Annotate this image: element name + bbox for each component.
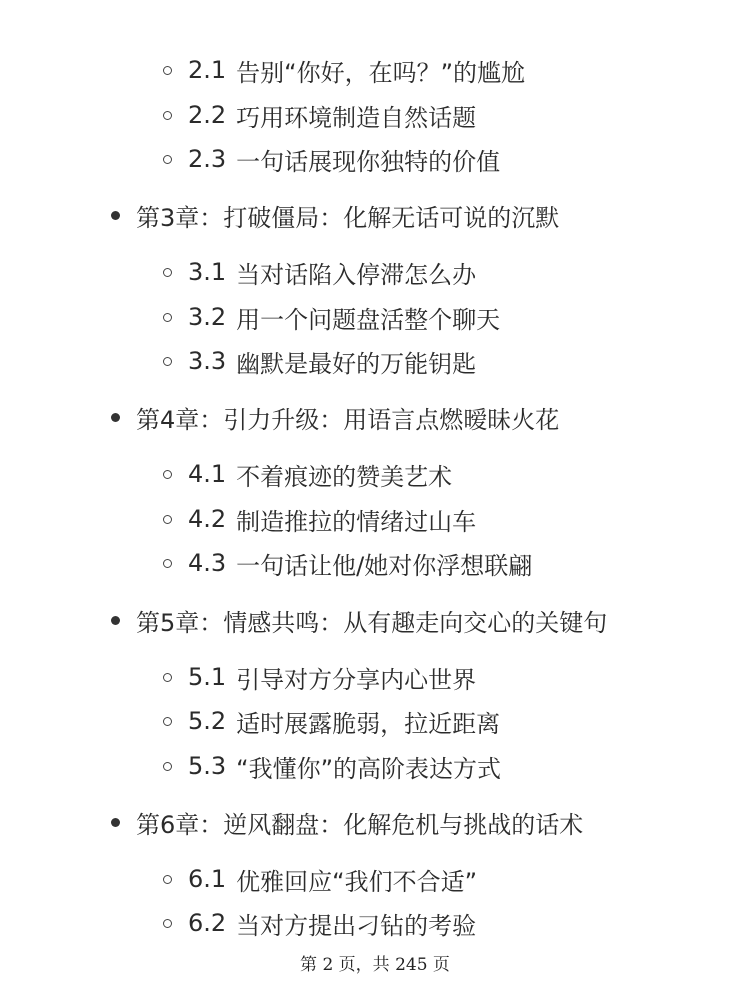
section-number: 2.2 xyxy=(188,101,227,129)
section-number: 3.2 xyxy=(188,303,227,331)
section-title: 制造推拉的情绪过山车 xyxy=(236,507,477,536)
toc-section-item xyxy=(0,341,476,381)
hollow-bullet-icon xyxy=(163,875,172,884)
section-number: 5.1 xyxy=(188,663,227,691)
toc-section-item xyxy=(0,139,500,179)
toc-chapter-item xyxy=(0,600,607,640)
hollow-bullet-icon xyxy=(163,559,172,568)
filled-bullet-icon xyxy=(111,818,120,827)
section-title: 用一个问题盘活整个聊天 xyxy=(236,305,501,334)
toc-section-item xyxy=(0,297,500,337)
hollow-bullet-icon xyxy=(163,515,172,524)
section-number: 4.1 xyxy=(188,460,227,488)
section-number: 2.3 xyxy=(188,145,227,173)
section-number: 6.2 xyxy=(188,909,227,937)
hollow-bullet-icon xyxy=(163,919,172,928)
toc-section-item xyxy=(0,252,476,292)
hollow-bullet-icon xyxy=(163,470,172,479)
section-title: 适时展露脆弱，拉近距离 xyxy=(236,709,501,738)
toc-chapter-item xyxy=(0,802,583,842)
toc-section-item xyxy=(0,859,477,899)
toc-section-item xyxy=(0,543,532,583)
hollow-bullet-icon xyxy=(163,313,172,322)
chapter-title: 第6章：逆风翻盘：化解危机与挑战的话术 xyxy=(136,810,584,839)
section-number: 4.3 xyxy=(188,549,227,577)
toc-section-item xyxy=(0,50,525,90)
filled-bullet-icon xyxy=(111,413,120,422)
section-number: 6.1 xyxy=(188,865,227,893)
section-title: 一句话让他/她对你浮想联翩 xyxy=(236,551,533,580)
hollow-bullet-icon xyxy=(163,66,172,75)
section-number: 3.1 xyxy=(188,258,227,286)
hollow-bullet-icon xyxy=(163,111,172,120)
chapter-title: 第4章：引力升级：用语言点燃暧昧火花 xyxy=(136,405,560,434)
toc-section-item xyxy=(0,903,476,943)
hollow-bullet-icon xyxy=(163,155,172,164)
toc-section-item xyxy=(0,454,452,494)
toc-chapter-item xyxy=(0,397,559,437)
section-title: 引导对方分享内心世界 xyxy=(236,665,477,694)
toc-section-item xyxy=(0,746,501,786)
filled-bullet-icon xyxy=(111,211,120,220)
section-title: “我懂你”的高阶表达方式 xyxy=(236,754,502,783)
section-title: 当对方提出刁钻的考验 xyxy=(236,911,477,940)
section-number: 2.1 xyxy=(188,56,227,84)
hollow-bullet-icon xyxy=(163,673,172,682)
hollow-bullet-icon xyxy=(163,357,172,366)
filled-bullet-icon xyxy=(111,616,120,625)
section-title: 幽默是最好的万能钥匙 xyxy=(236,349,477,378)
section-title: 优雅回应“我们不合适” xyxy=(236,867,478,896)
chapter-title: 第3章：打破僵局：化解无话可说的沉默 xyxy=(136,203,560,232)
toc-section-item xyxy=(0,499,476,539)
hollow-bullet-icon xyxy=(163,717,172,726)
section-number: 5.3 xyxy=(188,752,227,780)
section-title: 一句话展现你独特的价值 xyxy=(236,147,501,176)
toc-section-item xyxy=(0,701,500,741)
page-footer xyxy=(0,950,750,975)
section-title: 不着痕迹的赞美艺术 xyxy=(236,462,453,491)
toc-chapter-item xyxy=(0,195,559,235)
section-number: 3.3 xyxy=(188,347,227,375)
toc-section-item xyxy=(0,657,476,697)
section-number: 5.2 xyxy=(188,707,227,735)
hollow-bullet-icon xyxy=(163,268,172,277)
chapter-title: 第5章：情感共鸣：从有趣走向交心的关键句 xyxy=(136,608,608,637)
section-title: 巧用环境制造自然话题 xyxy=(236,103,477,132)
section-title: 告别“你好，在吗？”的尴尬 xyxy=(236,58,526,87)
hollow-bullet-icon xyxy=(163,762,172,771)
toc-section-item xyxy=(0,95,476,135)
page-number-label: 第 2 页，共 245 页 xyxy=(300,955,450,975)
section-number: 4.2 xyxy=(188,505,227,533)
section-title: 当对话陷入停滞怎么办 xyxy=(236,260,477,289)
